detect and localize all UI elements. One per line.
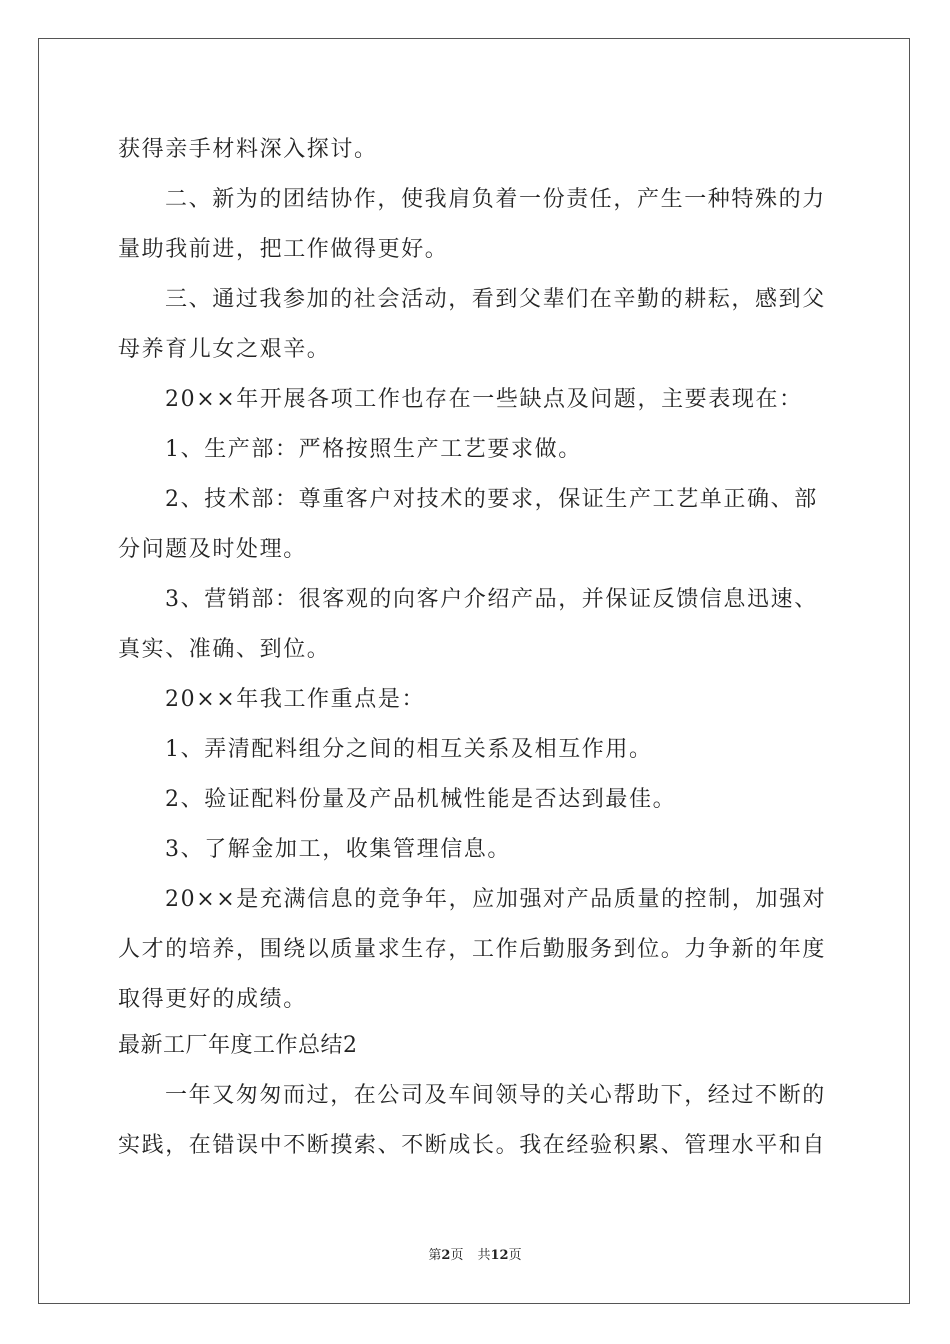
paragraph-line: 母养育儿女之艰辛。 (118, 337, 331, 362)
paragraph-line: 人才的培养，围绕以质量求生存，工作后勤服务到位。力争新的年度 (118, 937, 827, 962)
total-prefix: 共 (477, 1248, 491, 1263)
total-pages: 12 (490, 1248, 509, 1263)
paragraph-line: 取得更好的成绩。 (118, 987, 307, 1012)
paragraph-line: 获得亲手材料深入探讨。 (118, 137, 378, 162)
paragraph-line: 3、营销部：很客观的向客户介绍产品，并保证反馈信息迅速、 (165, 587, 818, 612)
paragraph-line: 2、验证配料份量及产品机械性能是否达到最佳。 (165, 787, 677, 812)
paragraph-line: 三、通过我参加的社会活动，看到父辈们在辛勤的耕耘，感到父 (165, 287, 826, 312)
section-heading: 最新工厂年度工作总结2 (118, 1033, 358, 1058)
total-suffix: 页 (508, 1248, 522, 1263)
page-number: 2 (441, 1248, 451, 1263)
paragraph-line: 3、了解金加工，收集管理信息。 (165, 837, 511, 862)
page-suffix: 页 (450, 1248, 464, 1263)
page-prefix: 第 (428, 1248, 442, 1263)
paragraph-line: 量助我前进，把工作做得更好。 (118, 237, 449, 262)
paragraph-line: 20××是充满信息的竞争年，应加强对产品质量的控制，加强对 (165, 887, 827, 912)
paragraph-line: 20××年开展各项工作也存在一些缺点及问题，主要表现在： (165, 387, 803, 412)
paragraph-line: 实践，在错误中不断摸索、不断成长。我在经验积累、管理水平和自 (118, 1133, 827, 1158)
paragraph-line: 分问题及时处理。 (118, 537, 307, 562)
paragraph-line: 20××年我工作重点是： (165, 687, 426, 712)
paragraph-line: 1、生产部：严格按照生产工艺要求做。 (165, 437, 582, 462)
paragraph-line: 真实、准确、到位。 (118, 637, 331, 662)
paragraph-line: 2、技术部：尊重客户对技术的要求，保证生产工艺单正确、部 (165, 487, 818, 512)
paragraph-line: 一年又匆匆而过，在公司及车间领导的关心帮助下，经过不断的 (165, 1083, 826, 1108)
paragraph-line: 1、弄清配料组分之间的相互关系及相互作用。 (165, 737, 653, 762)
paragraph-line: 二、新为的团结协作，使我肩负着一份责任，产生一种特殊的力 (165, 187, 826, 212)
page-footer (0, 1244, 950, 1263)
